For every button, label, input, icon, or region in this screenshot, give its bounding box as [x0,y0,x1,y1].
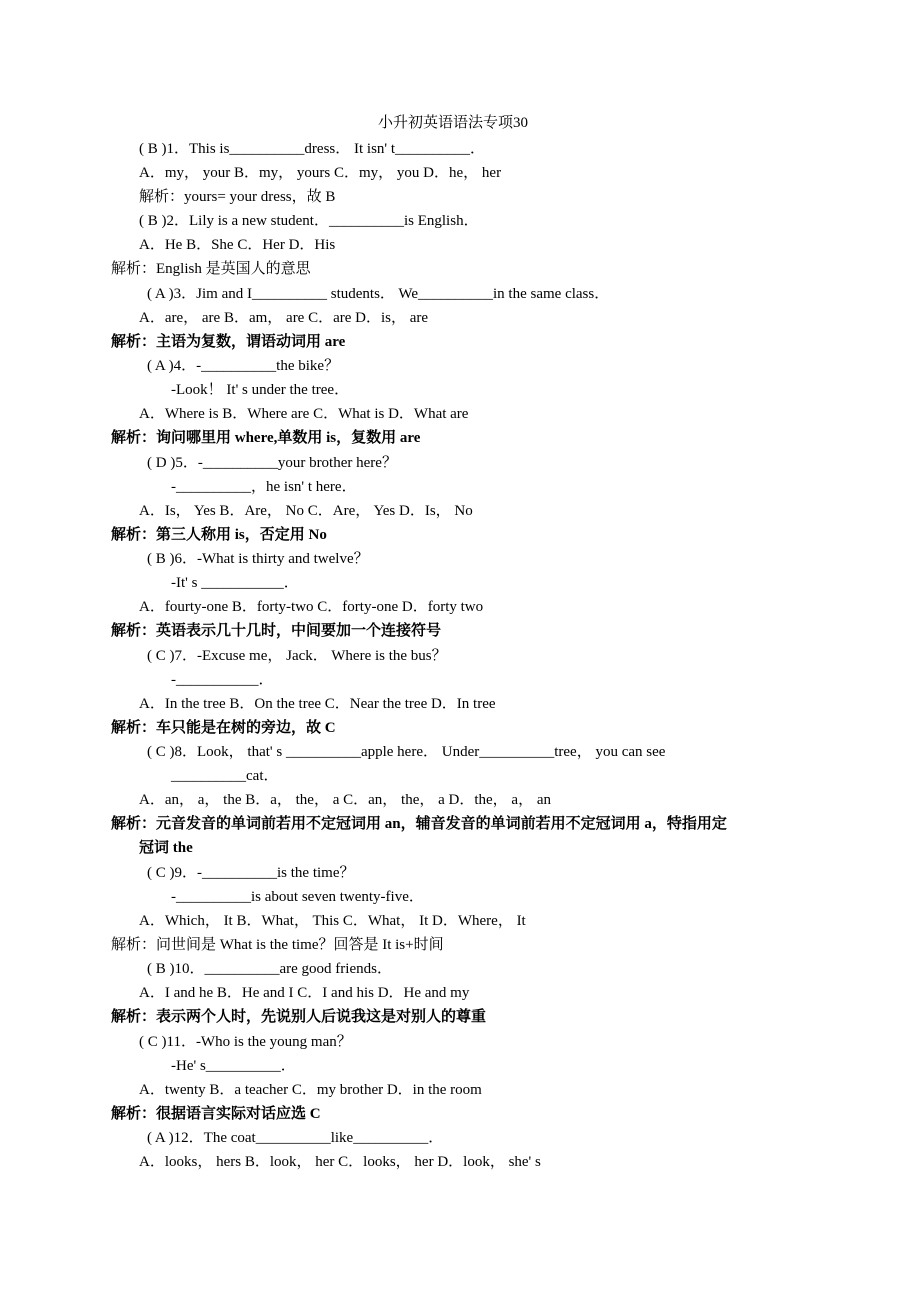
options-6: A．fourty-one B．forty-two C．forty-one D．forty two [139,599,484,615]
question-6-reply: -It' s ___________． [171,575,299,591]
page-title: 小升初英语语法专项30 [378,115,529,131]
question-3: ( A )3．Jim and I__________ students． We__________in the same class． [147,286,610,302]
options-10: A．I and he B．He and I C．I and his D．He and my [139,985,470,1001]
explanation-8-continued: 冠词 the [139,840,193,856]
question-4-reply: -Look！ It' s under the tree． [171,382,350,398]
question-9-reply: -__________is about seven twenty-five． [171,889,424,905]
options-7: A．In the tree B．On the tree C．Near the tree D．In tree [139,696,496,712]
explanation-6: 解析：英语表示几十几时，中间要加一个连接符号 [111,623,442,639]
explanation-8: 解析：元音发音的单词前若用不定冠词用 an，辅音发音的单词前若用不定冠词用 a，特指用定 [111,816,727,832]
question-5-reply: -__________，he isn' t here． [171,479,357,495]
options-4: A．Where is B．Where are C．What is D．What are [139,406,469,422]
options-12: A．looks， hers B．look， her C．looks， her D．look， she' s [139,1154,541,1170]
options-5: A．Is， Yes B．Are， No C．Are， Yes D．Is， No [139,503,473,519]
question-7: ( C )7．-Excuse me， Jack． Where is the bus？ [147,648,447,664]
options-2: A．He B．She C．Her D．His [139,237,336,253]
explanation-1: 解析：yours= your dress，故 B [139,189,336,205]
question-9: ( C )9．-__________is the time？ [147,865,355,881]
options-1: A．my， your B．my， yours C．my， you D．he， her [139,165,502,181]
explanation-3: 解析：主语为复数，谓语动词用 are [111,334,346,350]
explanation-2: 解析：English 是英国人的意思 [111,261,311,277]
explanation-9: 解析：问世间是 What is the time？回答是 It is+时间 [111,937,444,953]
question-5: ( D )5．-__________your brother here？ [147,455,397,471]
options-8: A．an， a， the B．a， the， a C．an， the， a D．the， a， an [139,792,551,808]
question-8: ( C )8．Look， that' s __________apple here． Under__________tree， you can see [147,744,666,760]
question-7-reply: -___________． [171,672,274,688]
explanation-10: 解析：表示两个人时，先说别人后说我这是对别人的尊重 [111,1009,487,1025]
question-12: ( A )12．The coat__________like__________． [147,1130,444,1146]
options-11: A．twenty B．a teacher C．my brother D．in the room [139,1082,482,1098]
question-2: ( B )2．Lily is a new student．__________is English． [139,213,479,229]
options-3: A．are， are B．am， are C．are D．is， are [139,310,429,326]
options-9: A．Which， It B．What， This C．What， It D．Where， It [139,913,526,929]
explanation-7: 解析：车只能是在树的旁边，故 C [111,720,336,736]
explanation-4: 解析：询问哪里用 where,单数用 is，复数用 are [111,430,421,446]
question-1: ( B )1．This is__________dress． It isn' t__________． [139,141,486,157]
question-4: ( A )4．-__________the bike？ [147,358,340,374]
question-11: ( C )11．-Who is the young man？ [139,1034,352,1050]
explanation-11: 解析：很据语言实际对话应选 C [111,1106,321,1122]
question-6: ( B )6．-What is thirty and twelve？ [147,551,369,567]
explanation-5: 解析：第三人称用 is，否定用 No [111,527,327,543]
question-10: ( B )10．__________are good friends． [147,961,392,977]
question-11-reply: -He' s__________． [171,1058,296,1074]
question-8-continued: __________cat． [171,768,279,784]
